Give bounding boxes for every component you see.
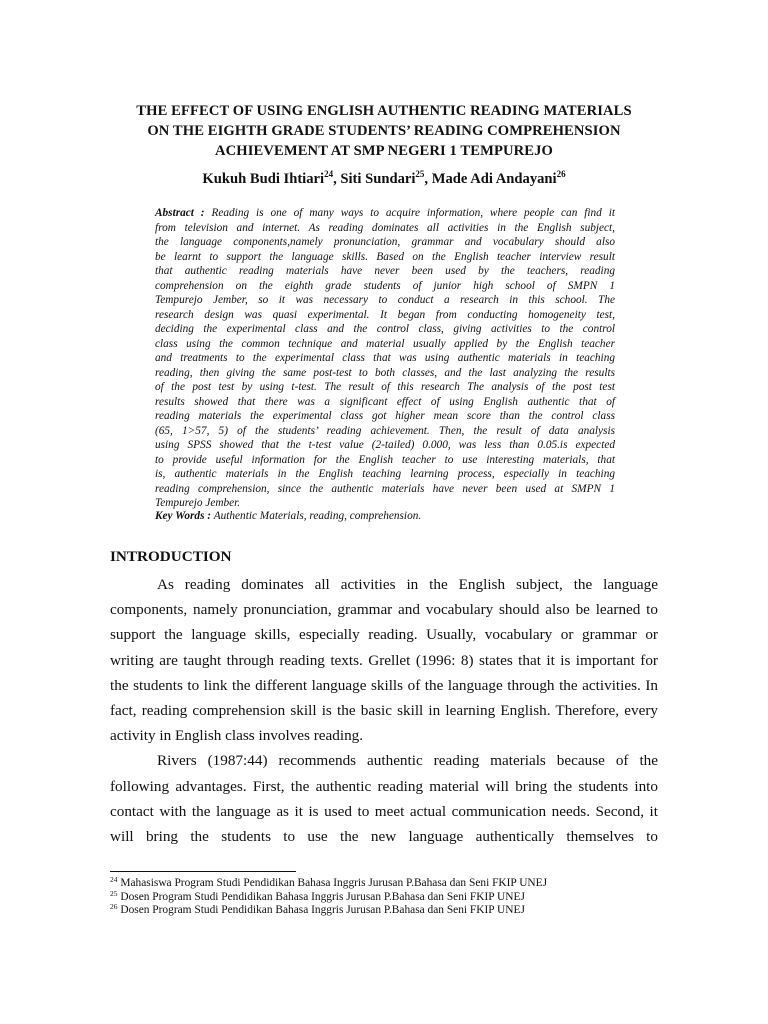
- footnote-text: Dosen Program Studi Pendidikan Bahasa Inggris Jurusan P.Bahasa dan Seni FKIP UNEJ: [117, 904, 525, 917]
- author-footnote-ref: 26: [556, 169, 566, 179]
- author-name: Made Adi Andayani: [431, 171, 557, 187]
- abstract: [155, 206, 615, 511]
- author-name: Kukuh Budi Ihtiari: [202, 171, 325, 187]
- body-line: writing are taught through reading texts. Grellet (1996: 8) states that it is important for: [110, 651, 658, 669]
- abstract-line: from television and internet. As reading dominates all activities in the English subject,: [155, 221, 615, 234]
- title-line-3: ACHIEVEMENT AT SMP NEGERI 1 TEMPUREJO: [215, 143, 553, 159]
- footnote: [110, 888, 670, 905]
- abstract-line: of the post test by using t-test. The result of this research The analysis of the post test: [155, 381, 615, 393]
- abstract-line: comprehension on the eighth grade students of junior high school of SMPN 1: [155, 279, 615, 292]
- footnote-number: 26: [110, 902, 118, 912]
- abstract-line: the language components,namely pronunciation, grammar and vocabulary should also: [155, 236, 615, 248]
- footnote-text: Mahasiswa Program Studi Pendidikan Bahasa Inggris Jurusan P.Bahasa dan Seni FKIP UNEJ: [117, 877, 548, 889]
- introduction-body: [110, 572, 658, 849]
- body-line: the students to link the different language skills of the language through the activities. In: [110, 676, 658, 694]
- author-name: Siti Sundari: [340, 171, 416, 187]
- abstract-line: deciding the experimental class and the control class, giving activities to the control: [155, 323, 615, 335]
- body-line: support the language skills, especially reading. Usually, vocabulary or grammar or: [110, 626, 658, 644]
- abstract-line: to provide useful information for the English teacher to use interesting materials, that: [155, 453, 615, 466]
- keywords-text: Authentic Materials, reading, comprehension.: [211, 510, 422, 522]
- keywords-label: Key Words :: [155, 510, 212, 522]
- body-line: contact with the language as it is used to meet actual communication needs. Second, it: [110, 802, 658, 820]
- abstract-line: Tempurejo Jember, so it was necessary to conduct a research in this school. The: [155, 294, 615, 306]
- abstract-line: (65, 1>57, 5) of the students’ reading achievement. Then, the result of data analysis: [155, 424, 615, 437]
- abstract-line: that authentic reading materials have never been used by the teachers, reading: [155, 265, 615, 277]
- footnotes: [110, 877, 670, 918]
- author-separator: ,: [333, 171, 341, 187]
- title-line-1: THE EFFECT OF USING ENGLISH AUTHENTIC READING MATERIALS: [136, 103, 632, 119]
- abstract-line: research design was quasi experimental. It began from conducting homogeneity test,: [155, 308, 615, 321]
- abstract-line: is, authentic materials in the English teaching learning process, especially in teaching: [155, 468, 615, 480]
- author-separator: ,: [424, 171, 432, 187]
- abstract-line: using SPSS showed that the t-test value (2-tailed) 0.000, was less than 0.05.is expected: [155, 439, 615, 451]
- footnote-text: Dosen Program Studi Pendidikan Bahasa Inggris Jurusan P.Bahasa dan Seni FKIP UNEJ: [117, 890, 525, 903]
- body-line: following advantages. First, the authentic reading material will bring the students into: [110, 777, 658, 795]
- section-heading-introduction: INTRODUCTION: [110, 548, 232, 565]
- abstract-line: Tempurejo Jember.: [155, 497, 241, 509]
- abstract-first-line-text: Reading is one of many ways to acquire information, where people can find it: [204, 207, 615, 219]
- abstract-line: [155, 206, 615, 221]
- body-line: will bring the students to use the new language authentically themselves to: [110, 828, 658, 846]
- footnote-divider: [110, 871, 296, 872]
- footnote: [110, 877, 670, 891]
- abstract-line: reading materials the experimental class got higher mean score than the control class: [155, 410, 615, 422]
- footnote-number: 24: [110, 875, 118, 884]
- body-line: As reading dominates all activities in the English subject, the language: [157, 576, 658, 593]
- paper-title: [60, 101, 708, 161]
- abstract-line: reading, then giving the same post-test to both classes, and the last analyzing the results: [155, 366, 615, 379]
- author-list: [60, 169, 708, 189]
- body-line: Rivers (1987:44) recommends authentic reading materials because of the: [157, 752, 658, 770]
- body-line: activity in English class involves reading.: [110, 727, 364, 745]
- title-line-2: ON THE EIGHTH GRADE STUDENTS’ READING COMPREHENSION: [147, 123, 621, 139]
- body-line: components, namely pronunciation, grammar and vocabulary should also be learned to: [110, 601, 658, 619]
- abstract-line: results showed that there was a significant effect of using English authentic that of: [155, 395, 615, 408]
- footnote-number: 25: [110, 888, 118, 898]
- abstract-line: and treatments to the experimental class that was using authentic materials in teaching: [155, 352, 615, 364]
- abstract-line: be learnt to support the language skills. Based on the English teacher interview result: [155, 250, 615, 263]
- author-footnote-ref: 24: [324, 169, 334, 179]
- abstract-line: reading comprehension, since the authentic materials have never been used at SMPN 1: [155, 482, 615, 495]
- abstract-line: class using the common technique and material usually applied by the English teacher: [155, 337, 615, 350]
- body-line: fact, reading comprehension skill is the basic skill in learning English. Therefore, every: [110, 702, 658, 720]
- abstract-label: Abstract :: [155, 207, 205, 219]
- keywords: [155, 509, 615, 524]
- footnote: [110, 904, 670, 918]
- author-footnote-ref: 25: [415, 169, 425, 179]
